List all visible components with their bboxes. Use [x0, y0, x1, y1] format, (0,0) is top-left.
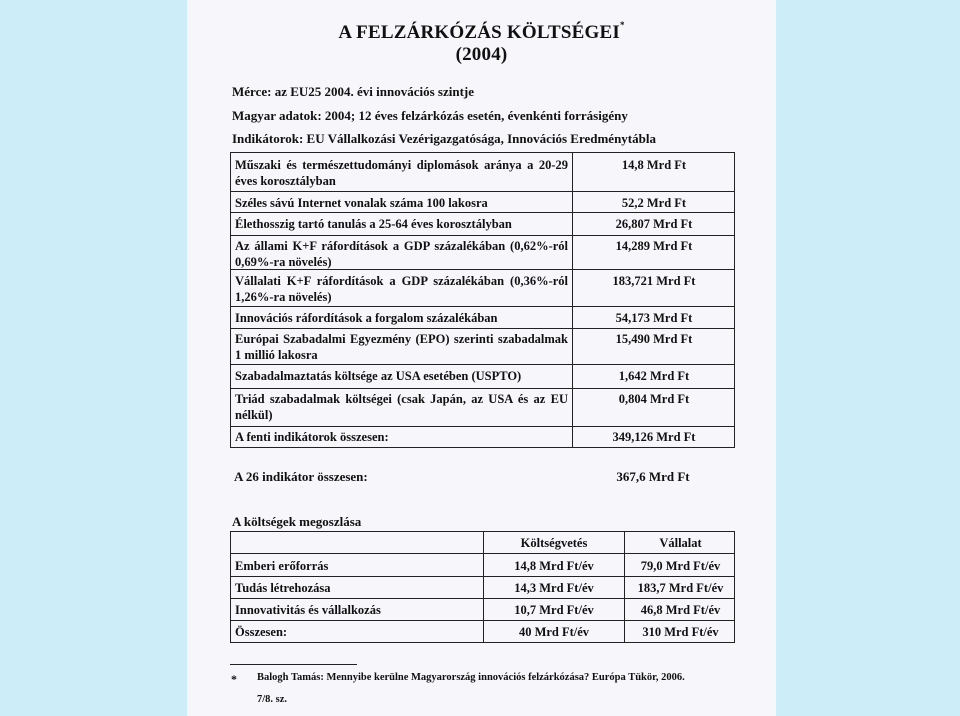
indicator-table — [230, 152, 735, 448]
table-row-line — [231, 235, 734, 236]
indicator-value: 15,490 Mrd Ft — [615, 332, 693, 346]
indicator-label: Szabadalmaztatás költsége az USA esetében (USPTO) — [235, 369, 522, 383]
budget-value: 14,8 Mrd Ft/év — [514, 559, 594, 573]
page-subtitle-year: (2004) — [455, 44, 508, 65]
table-row-line — [231, 328, 734, 329]
meta-indicators: Indikátorok: EU Vállalkozási Vezérigazgatósága, Innovációs Eredménytábla — [232, 131, 656, 146]
total-26-label: A 26 indikátor összesen: — [234, 469, 368, 484]
indicator-value: 183,721 Mrd Ft — [612, 274, 696, 288]
table-row-line — [231, 191, 734, 192]
table-row-line — [231, 620, 734, 621]
footnote-citation: Balogh Tamás: Mennyibe kerülne Magyarország innovációs felzárkózása? Európa Tükör, 2006. — [257, 672, 685, 683]
company-total: 310 Mrd Ft/év — [642, 625, 719, 639]
indicator-value: 14,289 Mrd Ft — [615, 239, 693, 253]
budget-total: 40 Mrd Ft/év — [518, 625, 590, 639]
table-row-line — [231, 364, 734, 365]
indicator-value: 52,2 Mrd Ft — [621, 196, 687, 210]
total-26-value: 367,6 Mrd Ft — [616, 469, 690, 484]
budget-value: 10,7 Mrd Ft/év — [514, 603, 594, 617]
indicator-label: Triád szabadalmak költségei (csak Japán, az USA és az EU nélkül) — [235, 392, 568, 422]
page-title: A FELZÁRKÓZÁS KÖLTSÉGEI* — [338, 20, 625, 43]
indicator-label: Műszaki és természettudományi diplomások aránya a 20-29 éves korosztályban — [235, 158, 568, 188]
column-header-company: Vállalat — [659, 536, 702, 550]
row-label-total: Összesen: — [235, 625, 288, 639]
meta-scale: Mérce: az EU25 2004. évi innovációs szintje — [232, 84, 475, 99]
indicator-label: Vállalati K+F ráfordítások a GDP százalékában (0,36%-ról 1,26%-ra növelés) — [235, 274, 568, 304]
company-value: 183,7 Mrd Ft/év — [637, 581, 724, 595]
indicator-value: 26,807 Mrd Ft — [615, 217, 693, 231]
indicator-value: 1,642 Mrd Ft — [618, 369, 690, 383]
footnote-divider — [230, 664, 357, 665]
footnote-mark: * — [231, 672, 237, 686]
row-label: Innovativitás és vállalkozás — [235, 603, 381, 617]
table-row-line — [231, 212, 734, 213]
company-value: 46,8 Mrd Ft/év — [640, 603, 721, 617]
column-header-budget: Költségvetés — [520, 536, 588, 550]
indicator-value: 0,804 Mrd Ft — [618, 392, 690, 406]
indicator-total-label: A fenti indikátorok összesen: — [235, 430, 389, 444]
document-page — [187, 0, 776, 716]
indicator-total-value: 349,126 Mrd Ft — [612, 430, 696, 444]
distribution-title: A költségek megoszlása — [232, 514, 362, 529]
title-footnote-mark: * — [619, 20, 625, 30]
row-label: Emberi erőforrás — [235, 559, 329, 573]
indicator-label: Az állami K+F ráfordítások a GDP százalékában (0,62%-ról 0,69%-ra növelés) — [235, 239, 568, 269]
table-row-line — [231, 388, 734, 389]
table-row-line — [231, 306, 734, 307]
indicator-label: Európai Szabadalmi Egyezmény (EPO) szerinti szabadalmak 1 millió lakosra — [235, 332, 568, 362]
cost-distribution-table — [230, 531, 735, 643]
indicator-label: Élethosszig tartó tanulás a 25-64 éves korosztályban — [235, 217, 512, 231]
meta-data-source: Magyar adatok: 2004; 12 éves felzárkózás esetén, évenkénti forrásigény — [232, 108, 628, 123]
indicator-value: 14,8 Mrd Ft — [621, 158, 687, 172]
budget-value: 14,3 Mrd Ft/év — [514, 581, 594, 595]
table-row-line — [231, 553, 734, 554]
table-row-line — [231, 426, 734, 427]
indicator-label: Széles sávú Internet vonalak száma 100 lakosra — [235, 196, 488, 210]
footnote-citation-issue: 7/8. sz. — [257, 694, 288, 705]
table-row-line — [231, 576, 734, 577]
table-row-line — [231, 598, 734, 599]
indicator-label: Innovációs ráfordítások a forgalom százalékában — [235, 311, 498, 325]
indicator-value: 54,173 Mrd Ft — [615, 311, 693, 325]
company-value: 79,0 Mrd Ft/év — [640, 559, 721, 573]
row-label: Tudás létrehozása — [235, 581, 331, 595]
